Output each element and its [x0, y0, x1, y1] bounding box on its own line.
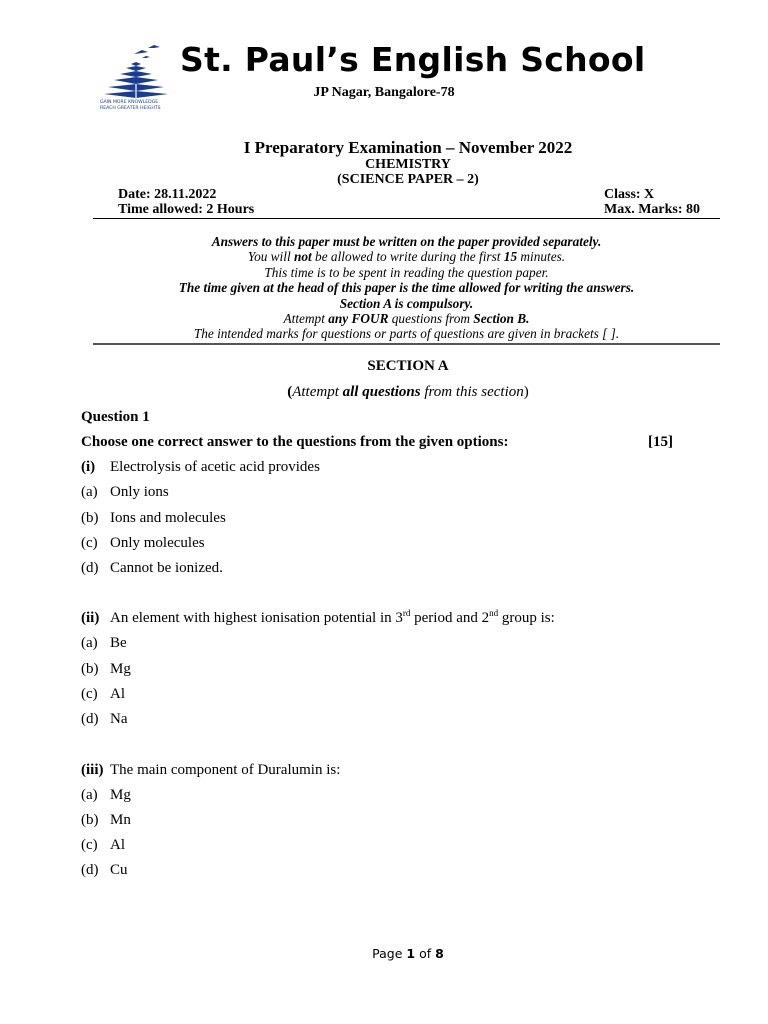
option: (a) Be	[81, 635, 127, 651]
exam-class: Class: X	[604, 187, 655, 202]
school-address: JP Nagar, Bangalore-78	[313, 85, 455, 100]
option: (a) Only ions	[81, 484, 169, 500]
instruction-line-7: The intended marks for questions or parts of questions are given in brackets [ ].	[193, 326, 620, 342]
option: (a) Mg	[81, 787, 131, 803]
instruction-line-6: Attempt any FOUR questions from Section B.	[283, 311, 530, 327]
option: (b) Ions and molecules	[81, 510, 226, 526]
school-name: St. Paul’s English School	[180, 40, 646, 79]
exam-date: Date: 28.11.2022	[118, 187, 217, 202]
time-allowed: Time allowed: 2 Hours	[118, 202, 255, 217]
instruction-line-2: You will not be allowed to write during the first 15 minutes.	[247, 249, 566, 265]
question-marks: [15]	[648, 434, 673, 450]
question-part: (i) Electrolysis of acetic acid provides	[81, 459, 320, 475]
option: (c) Al	[81, 837, 125, 853]
instructions	[93, 234, 720, 342]
question-part: (iii) The main component of Duralumin is:	[81, 762, 341, 778]
section-title: SECTION A	[367, 358, 449, 374]
option: (d) Cu	[81, 862, 128, 878]
divider-top	[93, 218, 720, 219]
logo-motto: GAIN MORE KNOWLEDGE REACH GREATER HEIGHTS	[100, 100, 161, 111]
option: (d) Na	[81, 711, 128, 727]
option: (b) Mg	[81, 661, 131, 677]
question-part: (ii) An element with highest ionisation potential in 3rd period and 2nd group is:	[81, 608, 555, 626]
option: (c) Only molecules	[81, 535, 205, 551]
page-footer: Page 1 of 8	[372, 946, 444, 961]
section-instruction: (Attempt all questions from this section)	[287, 384, 529, 400]
option: (c) Al	[81, 686, 125, 702]
exam-paper: (SCIENCE PAPER – 2)	[337, 172, 479, 187]
exam-subject: CHEMISTRY	[365, 157, 451, 172]
option: (b) Mn	[81, 812, 131, 828]
instruction-line-1: Answers to this paper must be written on the paper provided separately.	[211, 234, 602, 249]
divider-bottom	[93, 343, 720, 345]
question-heading: Question 1	[81, 409, 150, 425]
exam-title: I Preparatory Examination – November 2022	[243, 138, 573, 157]
instruction-line-3: This time is to be spent in reading the question paper.	[264, 264, 549, 280]
max-marks: Max. Marks: 80	[604, 202, 701, 217]
instruction-line-4: The time given at the head of this paper is the time allowed for writing the answers.	[178, 280, 635, 296]
option: (d) Cannot be ionized.	[81, 560, 223, 576]
instruction-line-5: Section A is compulsory.	[339, 295, 474, 311]
school-logo	[96, 44, 176, 116]
question-instruction: Choose one correct answer to the questions from the given options:	[81, 434, 509, 450]
